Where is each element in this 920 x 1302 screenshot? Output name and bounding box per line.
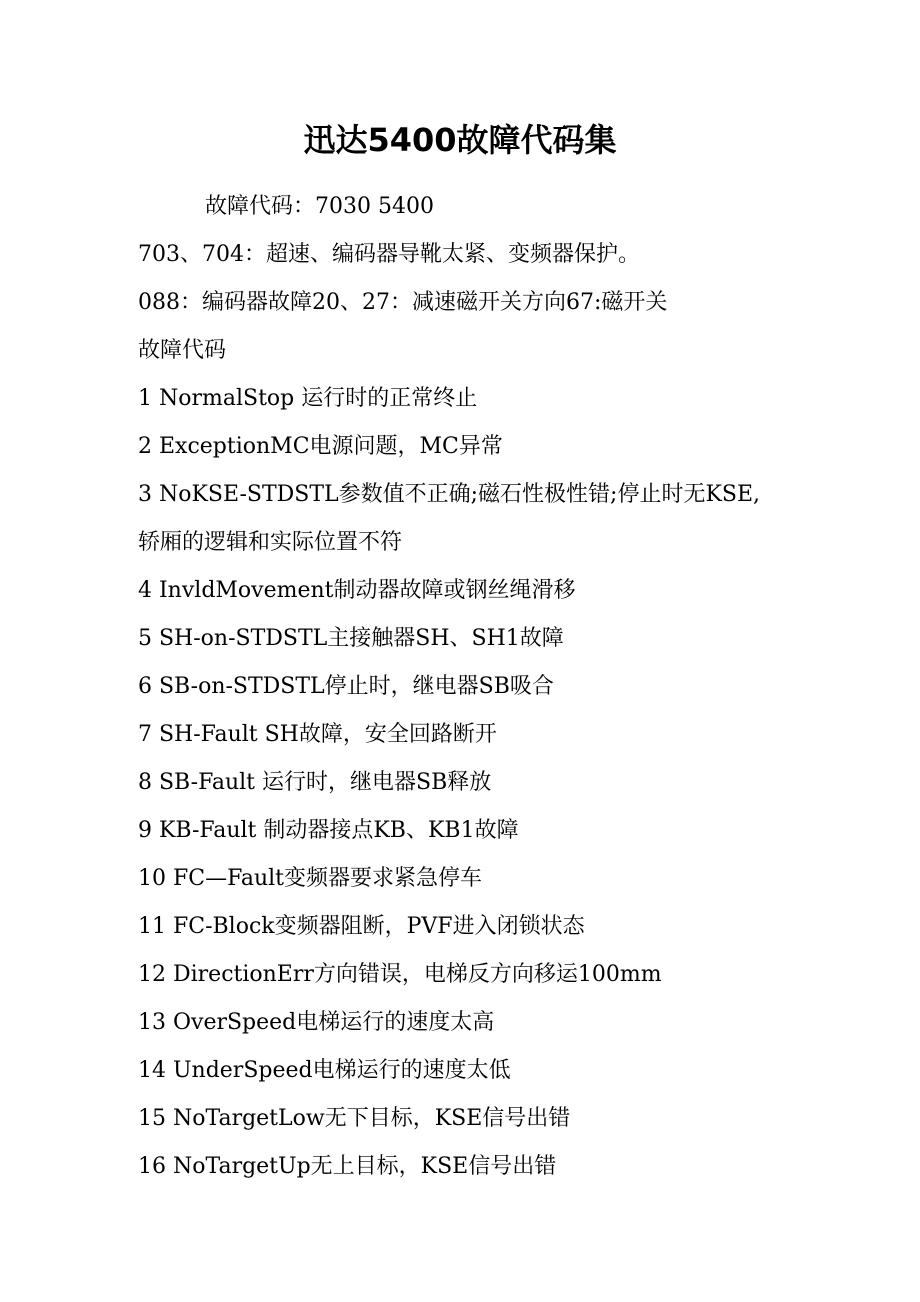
fault-code-item: 9 KB-Fault 制动器接点KB、KB1故障 (138, 818, 519, 843)
fault-code-header-line: 故障代码：7030 5400 (205, 194, 434, 219)
fault-code-item: 16 NoTargetUp无上目标，KSE信号出错 (138, 1154, 557, 1179)
fault-code-item-continuation: 轿厢的逻辑和实际位置不符 (138, 530, 403, 555)
fault-code-item: 10 FC—Fault变频器要求紧急停车 (138, 866, 483, 891)
fault-code-item: 15 NoTargetLow无下目标，KSE信号出错 (138, 1106, 571, 1131)
fault-code-item: 4 InvldMovement制动器故障或钢丝绳滑移 (138, 578, 576, 603)
fault-code-item: 12 DirectionErr方向错误，电梯反方向移运100mm (138, 962, 662, 987)
text-line: 088：编码器故障20、27：减速磁开关方向67:磁开关 (138, 290, 668, 315)
fault-code-item: 8 SB-Fault 运行时，继电器SB释放 (138, 770, 492, 795)
fault-code-item: 11 FC-Block变频器阻断，PVF进入闭锁状态 (138, 914, 585, 939)
fault-code-item: 6 SB-on-STDSTL停止时，继电器SB吸合 (138, 674, 554, 699)
fault-code-item: 13 OverSpeed电梯运行的速度太高 (138, 1010, 495, 1035)
fault-code-item: 5 SH-on-STDSTL主接触器SH、SH1故障 (138, 626, 564, 651)
section-heading: 故障代码 (138, 338, 227, 363)
fault-code-item: 7 SH-Fault SH故障，安全回路断开 (138, 722, 497, 747)
document-title: 迅达5400故障代码集 (303, 121, 617, 159)
fault-code-item: 3 NoKSE-STDSTL参数值不正确;磁石性极性错;停止时无KSE, (138, 482, 761, 507)
fault-code-item: 1 NormalStop 运行时的正常终止 (138, 386, 478, 411)
fault-code-item: 14 UnderSpeed电梯运行的速度太低 (138, 1058, 511, 1083)
text-line: 703、704：超速、编码器导靴太紧、变频器保护。 (138, 242, 640, 267)
fault-code-item: 2 ExceptionMC电源问题，MC异常 (138, 434, 503, 459)
